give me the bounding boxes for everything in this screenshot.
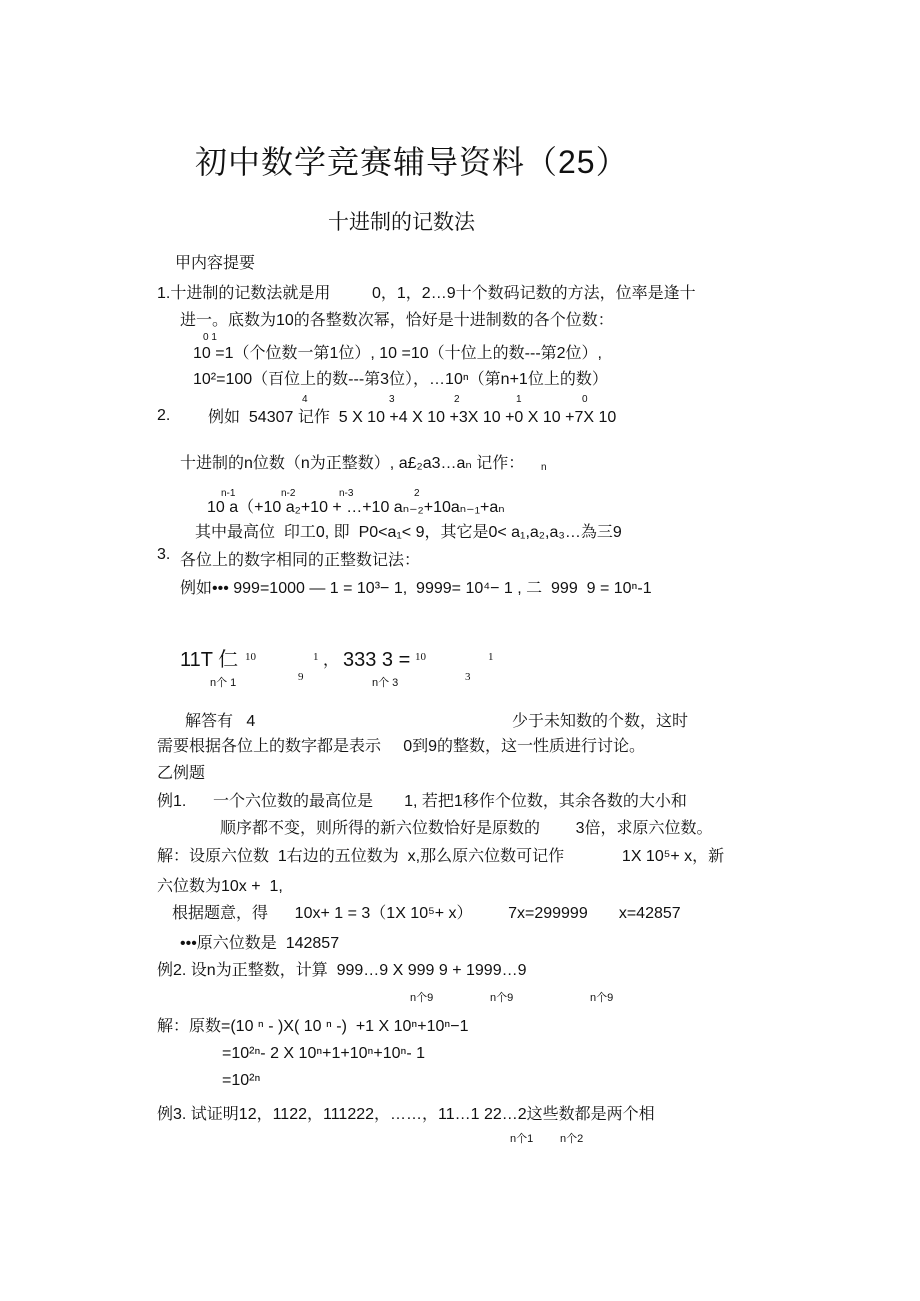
- document-title: 初中数学竞赛辅导资料（25）: [195, 144, 629, 180]
- p2-line1: 例如 54307 记作 5 X 10 +4 X 10 +3X 10 +0 X 10 +7X 10: [208, 409, 617, 426]
- p2-line2: 十进制的n位数（n为正整数）, a£₂a3…aₙ 记作：: [180, 455, 525, 472]
- p2-number: 2.: [157, 407, 171, 424]
- p3-c4: ，: [323, 652, 340, 669]
- ex1-line1: 例1. 一个六位数的最高位是 1, 若把1移作个位数，其余各数的大小和: [157, 793, 687, 810]
- ex2-line3: =10²ⁿ- 2 X 10ⁿ+1+10ⁿ+10ⁿ- 1: [222, 1045, 426, 1062]
- p2-exp: n-2: [281, 488, 296, 499]
- ex1-line3: 解：设原六位数 1右边的五位数为 x,那么原六位数可记作 1X 10⁵+ x，新: [157, 848, 725, 865]
- document-subtitle: 十进制的记数法: [328, 211, 475, 234]
- p2-exp: n-1: [221, 488, 236, 499]
- p3-c3: 1: [313, 651, 319, 663]
- p3-c6: 10: [415, 651, 426, 663]
- p3-u2: 9: [298, 671, 304, 683]
- p3-line2: 例如••• 999=1000 — 1 = 10³− 1, 9999= 10⁴− 1 , 二 999 9 = 10ⁿ-1: [180, 580, 652, 597]
- p2-sup: 3: [389, 394, 395, 405]
- ex3-under: n个1: [510, 1133, 534, 1145]
- ex1-line2: 顺序都不变，则所得的新六位数恰好是原数的 3倍，求原六位数。: [220, 820, 713, 837]
- p3-u3: n个 3: [372, 677, 399, 689]
- p3-number: 3.: [157, 546, 171, 563]
- p2-line2-n: n: [541, 462, 547, 473]
- p2-sup: 0: [582, 394, 588, 405]
- p2-formula: 10 a（+10 a₂+10 + …+10 aₙ₋₂+10aₙ₋₁+aₙ: [207, 499, 505, 516]
- p2-exp: n-3: [339, 488, 354, 499]
- p1-line1a: 1.十进制的记数法就是用: [157, 285, 331, 302]
- ex1-line5: 根据题意，得 10x+ 1 = 3（1X 10⁵+ x） 7x=299999 x=42857: [172, 905, 681, 922]
- p3-u4: 3: [465, 671, 471, 683]
- p3-line1: 各位上的数字相同的正整数记法：: [180, 552, 421, 569]
- p3-c2: 10: [245, 651, 256, 663]
- p2-sup: 4: [302, 394, 308, 405]
- section-heading-b: 乙例题: [157, 765, 206, 782]
- p3-c5: 333 3 =: [343, 649, 411, 671]
- p4-line2: 需要根据各位上的数字都是表示 0到9的整数，这一性质进行讨论。: [157, 738, 646, 755]
- ex2-line1: 例2. 设n为正整数，计算 999…9 X 999 9 + 1999…9: [157, 962, 527, 979]
- section-heading-a: 甲内容提要: [175, 255, 256, 272]
- p1-sup: 0 1: [203, 332, 217, 343]
- ex3-line1: 例3. 试证明12，1122，111222，……，11…1 22…2这些数都是两个相: [157, 1106, 655, 1123]
- ex2-line2: 解：原数=(10 ⁿ - )X( 10 ⁿ -) +1 X 10ⁿ+10ⁿ−1: [157, 1018, 469, 1035]
- p2-exp: 2: [414, 488, 420, 499]
- p3-c7: 1: [488, 651, 494, 663]
- p2-line4: 其中最高位 印工0, 即 P0<a₁< 9，其它是0< a₁,a₂,a₃…為三9: [195, 524, 622, 541]
- p1-line3: 10 =1（个位数一第1位）, 10 =10（十位上的数---第2位）,: [193, 345, 602, 362]
- ex2-under: n个9: [590, 992, 614, 1004]
- p4-line1b: 少于未知数的个数，这时: [512, 713, 689, 730]
- p1-line2: 进一。底数为10的各整数次幂，恰好是十进制数的各个位数：: [180, 312, 614, 329]
- ex2-under: n个9: [410, 992, 434, 1004]
- p2-sup: 2: [454, 394, 460, 405]
- ex2-under: n个9: [490, 992, 514, 1004]
- p3-c1: 11T 仁: [180, 649, 239, 671]
- p3-u1: n个 1: [210, 677, 237, 689]
- p1-line4: 10²=100（百位上的数---第3位），…10ⁿ（第n+1位上的数）: [193, 371, 608, 388]
- ex3-under: n个2: [560, 1133, 584, 1145]
- p4-line1a: 解答有 4: [185, 713, 256, 730]
- ex2-line4: =10²ⁿ: [222, 1072, 261, 1089]
- p1-line1b: 0，1，2…9十个数码记数的方法，位率是逢十: [372, 285, 696, 302]
- p2-sup: 1: [516, 394, 522, 405]
- ex1-line4: 六位数为10x + 1,: [157, 878, 283, 895]
- ex1-line6: •••原六位数是 142857: [180, 935, 340, 952]
